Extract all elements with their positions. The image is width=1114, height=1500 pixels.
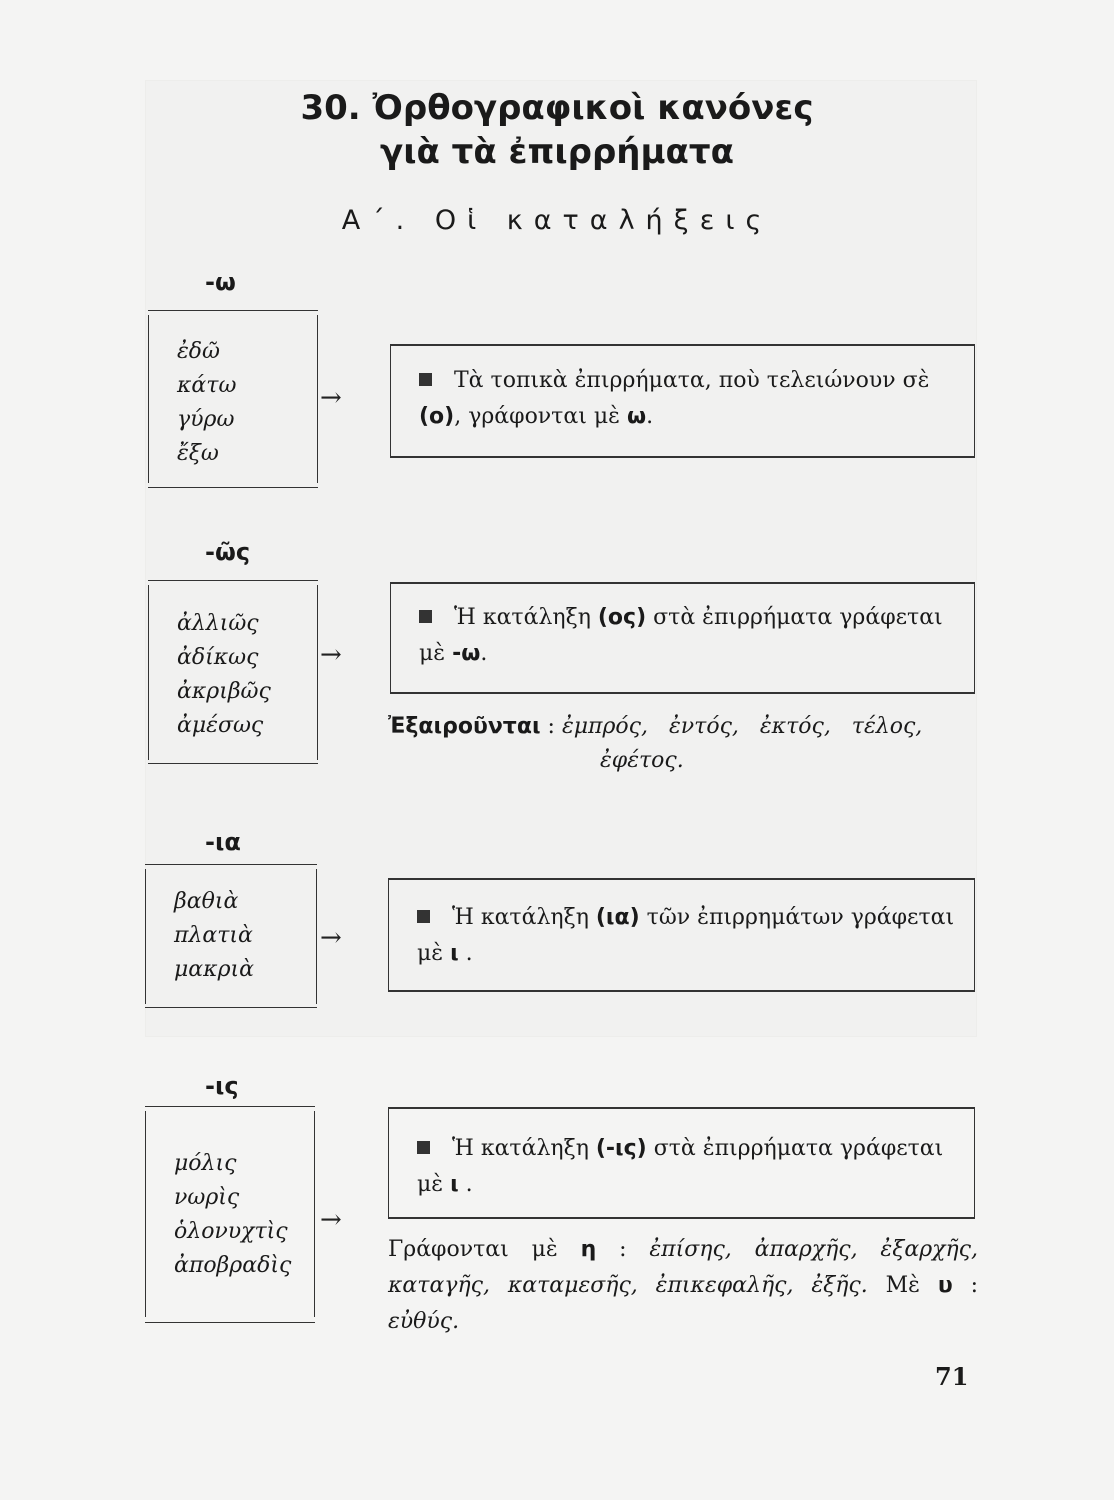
example-word: ἀλλιῶς	[177, 611, 259, 636]
example-word: ἀδίκως	[177, 645, 259, 670]
spelling-note: Γράφονται μὲ η : ἐπίσης, ἀπαρχῆς, ἐξαρχῆς, καταγῆς, καταμεσῆς, ἐπικεφαλῆς, ἐξῆς. Μὲ υ : εὐθύς.	[388, 1237, 978, 1334]
exceptions-line-2: ἐφέτος.	[600, 748, 684, 773]
example-word: ἀποβραδὶς	[174, 1253, 292, 1278]
section-subtitle: Α΄. Οἱ καταλήξεις	[341, 205, 773, 236]
divider	[145, 1007, 317, 1008]
exceptions-label: Ἐξαιροῦνται	[388, 714, 541, 739]
example-word: ὁλονυχτὶς	[174, 1219, 288, 1244]
example-words-box	[145, 1111, 315, 1317]
example-words-box	[148, 315, 318, 483]
rule-text: Ἡ κατάληξη (-ις) στὰ ἐπιρρήματα γράφεται μὲ ι .	[417, 1136, 944, 1197]
example-word: μόλις	[174, 1151, 237, 1176]
exceptions-line-1: Ἐξαιροῦνται : ἐμπρός, ἐντός, ἐκτός, τέλος,	[388, 714, 923, 739]
ending-label-omega: -ω	[205, 268, 236, 296]
bullet-square-icon	[419, 610, 432, 623]
divider	[148, 310, 318, 311]
bullet-square-icon	[419, 373, 432, 386]
page-title-line-1: 30. Ὀρθογραφικοὶ κανόνες	[300, 88, 814, 128]
example-word: ἀκριβῶς	[177, 679, 271, 704]
arrow-icon: →	[320, 1205, 342, 1235]
rule-box	[388, 878, 975, 992]
ending-label-ia: -ια	[205, 828, 241, 856]
page-number: 71	[935, 1362, 969, 1391]
bullet-square-icon	[417, 1141, 430, 1154]
divider	[145, 1322, 315, 1323]
arrow-icon: →	[320, 923, 342, 953]
arrow-icon: →	[320, 383, 342, 413]
rule-text: Ἡ κατάληξη (ια) τῶν ἐπιρρημάτων γράφεται μὲ ι .	[417, 905, 955, 966]
example-word: βαθιὰ	[174, 889, 239, 914]
rule-text: Ἡ κατάληξη (ος) στὰ ἐπιρρήματα γράφεται μὲ -ω.	[419, 605, 943, 666]
example-word: πλατιὰ	[174, 923, 253, 948]
divider	[148, 580, 318, 581]
example-word: γύρω	[177, 407, 235, 432]
example-word: κάτω	[177, 373, 237, 398]
example-words-box	[145, 869, 317, 1004]
example-word: νωρὶς	[174, 1185, 240, 1210]
divider	[145, 1106, 315, 1107]
divider	[145, 864, 317, 865]
divider	[148, 487, 318, 488]
page-title-line-2: γιὰ τὰ ἐπιρρήματα	[380, 132, 734, 172]
example-word: ἔξω	[177, 441, 219, 466]
ending-label-os: -ῶς	[205, 538, 251, 566]
divider	[148, 763, 318, 764]
example-word: ἀμέσως	[177, 713, 264, 738]
example-words-box	[148, 585, 318, 760]
example-word: ἐδῶ	[177, 339, 220, 364]
exceptions-words: ἐμπρός, ἐντός, ἐκτός, τέλος,	[561, 714, 923, 739]
rule-box	[388, 1107, 975, 1219]
ending-label-is: -ις	[205, 1072, 239, 1100]
rule-text: Τὰ τοπικὰ ἐπιρρήματα, ποὺ τελειώνουν σὲ (ο), γράφονται μὲ ω.	[419, 368, 930, 429]
arrow-icon: →	[320, 640, 342, 670]
example-word: μακριὰ	[174, 957, 254, 982]
rule-box	[390, 582, 975, 694]
bullet-square-icon	[417, 910, 430, 923]
rule-box	[390, 344, 975, 458]
